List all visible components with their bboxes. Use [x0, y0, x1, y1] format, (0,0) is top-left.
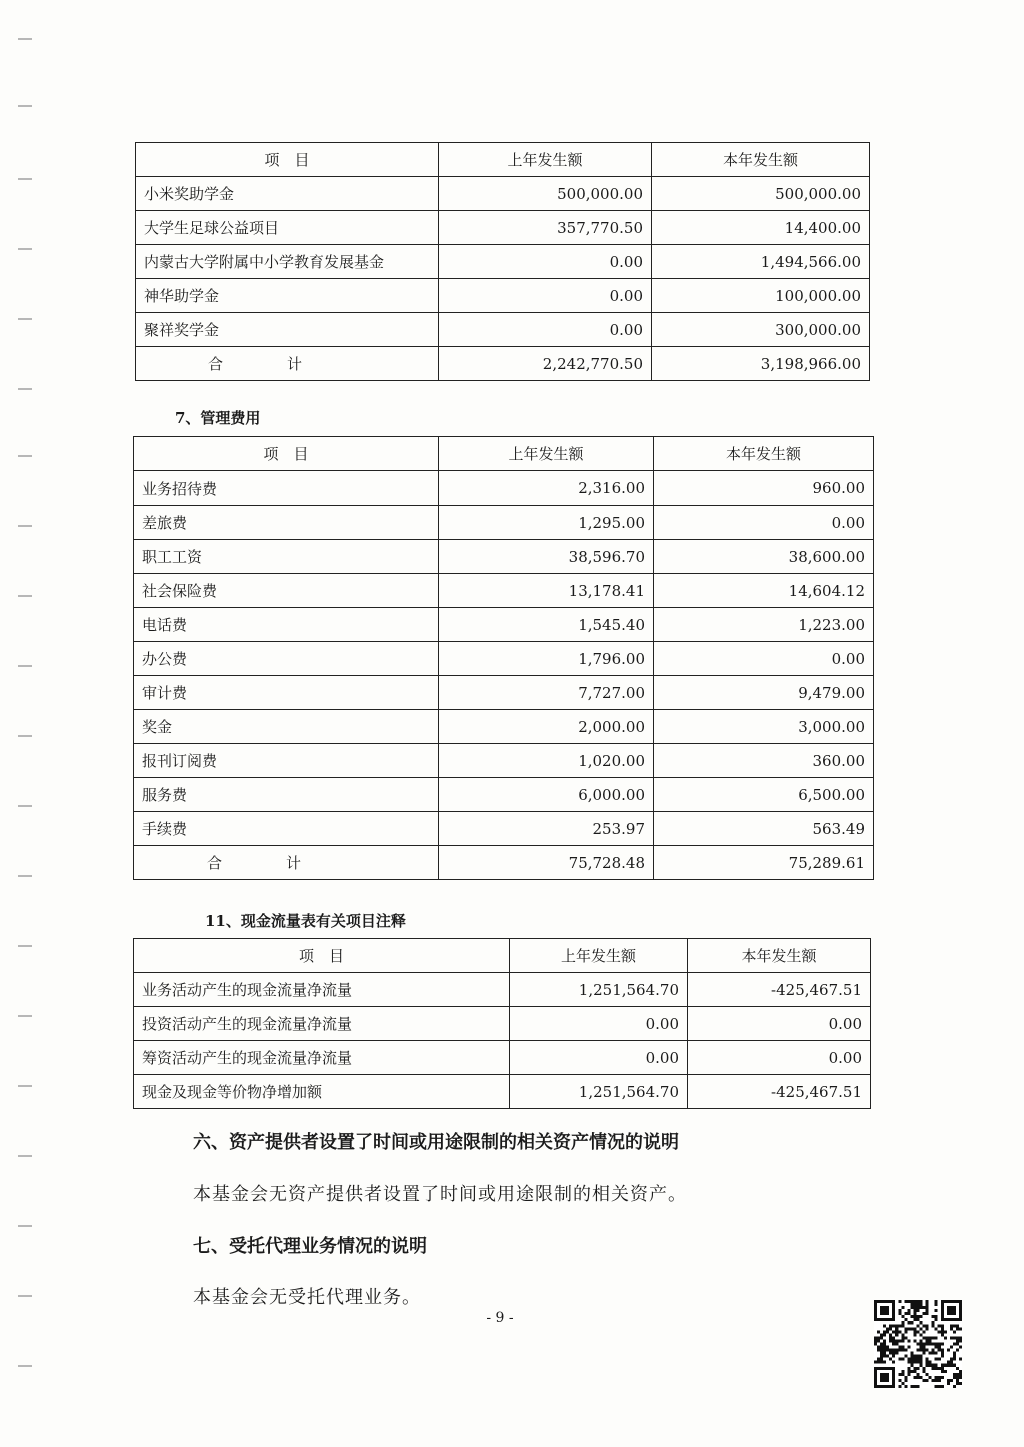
row-prev: 0.00 — [510, 1041, 688, 1075]
scan-edge-mark — [18, 1155, 32, 1157]
row-prev: 1,295.00 — [439, 506, 654, 540]
table-row — [136, 313, 870, 347]
row-prev: 0.00 — [439, 313, 652, 347]
row-curr: -425,467.51 — [688, 973, 871, 1007]
scan-edge-mark — [18, 875, 32, 877]
paragraph-restricted-assets: 本基金会无资产提供者设置了时间或用途限制的相关资产。 — [193, 1184, 687, 1205]
row-item: 业务活动产生的现金流量净流量 — [134, 973, 510, 1007]
row-curr: 100,000.00 — [652, 279, 870, 313]
cash-flow-table — [133, 938, 871, 1109]
row-prev: 13,178.41 — [439, 574, 654, 608]
donation-table — [135, 142, 870, 381]
total-curr: 75,289.61 — [654, 846, 874, 880]
row-item: 服务费 — [134, 778, 439, 812]
table-header-row — [136, 143, 870, 177]
header-item: 项 目 — [134, 939, 510, 973]
table-row — [134, 1041, 871, 1075]
header-curr-year: 本年发生额 — [652, 143, 870, 177]
heading-restricted-assets: 六、资产提供者设置了时间或用途限制的相关资产情况的说明 — [193, 1132, 679, 1153]
table-row — [136, 177, 870, 211]
row-item: 聚祥奖学金 — [136, 313, 439, 347]
row-curr: 0.00 — [688, 1041, 871, 1075]
row-item: 现金及现金等价物净增加额 — [134, 1075, 510, 1109]
scan-edge-mark — [18, 38, 32, 40]
table-row — [134, 574, 874, 608]
row-curr: 300,000.00 — [652, 313, 870, 347]
total-curr: 3,198,966.00 — [652, 347, 870, 381]
table-row — [136, 245, 870, 279]
scan-edge-mark — [18, 1295, 32, 1297]
qr-code-icon — [874, 1300, 962, 1388]
page-number: - 9 - — [486, 1310, 514, 1326]
row-prev: 2,316.00 — [439, 471, 654, 506]
row-curr: 500,000.00 — [652, 177, 870, 211]
row-item: 报刊订阅费 — [134, 744, 439, 778]
row-item: 奖金 — [134, 710, 439, 744]
row-item: 内蒙古大学附属中小学教育发展基金 — [136, 245, 439, 279]
row-item: 手续费 — [134, 812, 439, 846]
row-item: 职工工资 — [134, 540, 439, 574]
section-title-cash-flow: 11、现金流量表有关项目注释 — [205, 912, 406, 930]
total-row — [136, 347, 870, 381]
row-item: 业务招待费 — [134, 471, 439, 506]
header-item: 项 目 — [134, 437, 439, 471]
scan-edge-mark — [18, 665, 32, 667]
header-item: 项 目 — [136, 143, 439, 177]
paragraph-entrusted-agency: 本基金会无受托代理业务。 — [193, 1287, 421, 1308]
row-item: 筹资活动产生的现金流量净流量 — [134, 1041, 510, 1075]
row-prev: 0.00 — [439, 279, 652, 313]
row-curr: 14,400.00 — [652, 211, 870, 245]
total-prev: 75,728.48 — [439, 846, 654, 880]
row-curr: 0.00 — [654, 642, 874, 676]
scan-edge-mark — [18, 1225, 32, 1227]
heading-entrusted-agency: 七、受托代理业务情况的说明 — [193, 1236, 427, 1257]
scan-edge-mark — [18, 105, 32, 107]
management-expense-table — [133, 436, 874, 880]
row-curr: 38,600.00 — [654, 540, 874, 574]
header-prev-year: 上年发生额 — [439, 437, 654, 471]
row-prev: 1,251,564.70 — [510, 973, 688, 1007]
row-prev: 253.97 — [439, 812, 654, 846]
scan-edge-mark — [18, 388, 32, 390]
table-row — [134, 812, 874, 846]
table-row — [136, 279, 870, 313]
row-item: 投资活动产生的现金流量净流量 — [134, 1007, 510, 1041]
header-prev-year: 上年发生额 — [439, 143, 652, 177]
header-curr-year: 本年发生额 — [688, 939, 871, 973]
row-curr: 6,500.00 — [654, 778, 874, 812]
row-item: 差旅费 — [134, 506, 439, 540]
table-row — [134, 744, 874, 778]
row-prev: 1,545.40 — [439, 608, 654, 642]
table-row — [134, 506, 874, 540]
row-prev: 2,000.00 — [439, 710, 654, 744]
scan-edge-mark — [18, 805, 32, 807]
row-curr: 960.00 — [654, 471, 874, 506]
row-curr: 0.00 — [688, 1007, 871, 1041]
row-curr: 0.00 — [654, 506, 874, 540]
scan-edge-mark — [18, 455, 32, 457]
table-row — [134, 676, 874, 710]
total-prev: 2,242,770.50 — [439, 347, 652, 381]
scan-edge-mark — [18, 248, 32, 250]
row-prev: 1,020.00 — [439, 744, 654, 778]
row-prev: 38,596.70 — [439, 540, 654, 574]
row-curr: 1,223.00 — [654, 608, 874, 642]
scan-edge-mark — [18, 1365, 32, 1367]
row-prev: 1,796.00 — [439, 642, 654, 676]
header-curr-year: 本年发生额 — [654, 437, 874, 471]
table-header-row — [134, 437, 874, 471]
table-header-row — [134, 939, 871, 973]
row-curr: 3,000.00 — [654, 710, 874, 744]
row-curr: 360.00 — [654, 744, 874, 778]
table-row — [134, 710, 874, 744]
row-prev: 6,000.00 — [439, 778, 654, 812]
table-row — [134, 471, 874, 506]
table-row — [134, 778, 874, 812]
table-row — [134, 540, 874, 574]
table-row — [134, 1007, 871, 1041]
row-item: 社会保险费 — [134, 574, 439, 608]
row-prev: 0.00 — [439, 245, 652, 279]
scan-edge-mark — [18, 1015, 32, 1017]
section-title-management-expenses: 7、管理费用 — [175, 409, 261, 427]
scan-edge-mark — [18, 1085, 32, 1087]
table-row — [134, 973, 871, 1007]
scan-edge-mark — [18, 735, 32, 737]
row-item: 小米奖助学金 — [136, 177, 439, 211]
row-curr: 14,604.12 — [654, 574, 874, 608]
scan-edge-mark — [18, 525, 32, 527]
scan-edge-mark — [18, 178, 32, 180]
row-curr: 9,479.00 — [654, 676, 874, 710]
table-row — [136, 211, 870, 245]
table-row — [134, 1075, 871, 1109]
row-prev: 0.00 — [510, 1007, 688, 1041]
row-item: 办公费 — [134, 642, 439, 676]
total-label: 合计 — [134, 846, 439, 880]
scan-edge-mark — [18, 945, 32, 947]
header-prev-year: 上年发生额 — [510, 939, 688, 973]
row-prev: 1,251,564.70 — [510, 1075, 688, 1109]
row-item: 神华助学金 — [136, 279, 439, 313]
table-row — [134, 608, 874, 642]
row-curr: -425,467.51 — [688, 1075, 871, 1109]
row-curr: 563.49 — [654, 812, 874, 846]
table-row — [134, 642, 874, 676]
row-prev: 500,000.00 — [439, 177, 652, 211]
scan-edge-mark — [18, 595, 32, 597]
row-item: 电话费 — [134, 608, 439, 642]
row-prev: 7,727.00 — [439, 676, 654, 710]
total-label: 合计 — [136, 347, 439, 381]
row-item: 审计费 — [134, 676, 439, 710]
row-curr: 1,494,566.00 — [652, 245, 870, 279]
row-item: 大学生足球公益项目 — [136, 211, 439, 245]
total-row — [134, 846, 874, 880]
row-prev: 357,770.50 — [439, 211, 652, 245]
scan-edge-mark — [18, 318, 32, 320]
